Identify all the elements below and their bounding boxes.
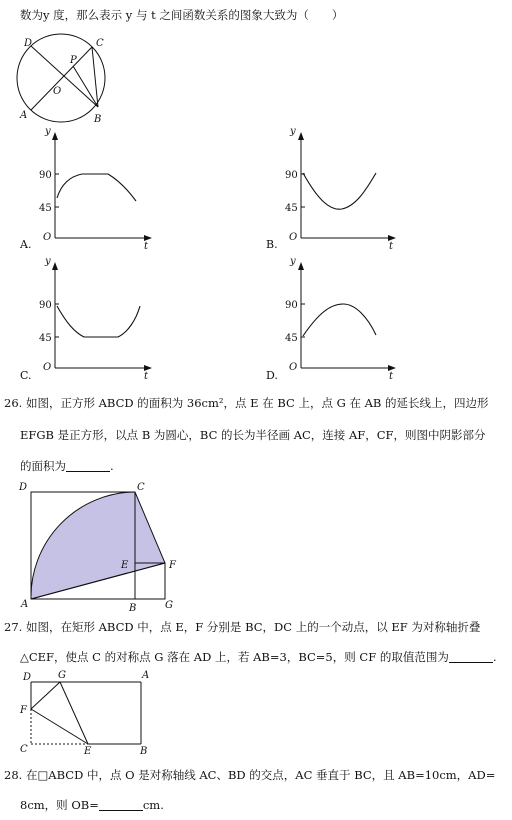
option-b-letter: B. [266, 238, 278, 251]
option-a-x-label: t [144, 241, 149, 252]
q26-line3-text: 的面积为 [20, 459, 66, 473]
option-b-origin: O [289, 232, 298, 243]
q26-text-line1: 26. 如图，正方形 ABCD 的面积为 36cm²，点 E 在 BC 上，点 G 在 AB 的延长线上，四边形 [4, 396, 489, 410]
circle-label-D: D [24, 38, 33, 49]
circle-label-O: O [53, 86, 62, 97]
q28-line2-end: cm. [142, 798, 164, 812]
q26-label-G: G [165, 600, 173, 611]
option-c-tick-45: 45 [39, 333, 52, 344]
option-a-letter: A. [20, 238, 32, 251]
q26-label-A: A [21, 599, 29, 610]
option-b-tick-45: 45 [285, 203, 298, 214]
q26-text-line3 [20, 459, 114, 473]
option-d-letter: D. [266, 369, 278, 382]
q27-text-line2 [20, 650, 496, 664]
q27-label-C: C [20, 744, 28, 755]
option-c-y-label: y [45, 256, 51, 267]
q27-figure [19, 670, 149, 757]
option-c-x-label: t [144, 371, 149, 382]
option-d-x-label: t [389, 371, 394, 382]
q27-line2-end: . [492, 650, 497, 664]
option-d-graph [266, 256, 396, 382]
option-a-origin: O [43, 232, 52, 243]
q28-text-line2 [20, 798, 164, 812]
option-a-tick-45: 45 [39, 203, 52, 214]
q27-label-B: B [140, 746, 148, 757]
q27-label-G: G [58, 670, 66, 681]
q27-answer-blank[interactable] [449, 651, 493, 663]
q26-label-C: C [137, 482, 145, 493]
q28-line2-text: 8cm，则 OB= [20, 798, 99, 812]
option-b-y-label: y [290, 126, 296, 137]
q26-label-D: D [19, 482, 28, 493]
q25-intro-text: 数为y 度，那么表示 y 与 t 之间函数关系的图象大致为（ ） [20, 8, 344, 22]
option-d-origin: O [289, 362, 298, 373]
q26-text-line2: EFGB 是正方形，以点 B 为圆心，BC 的长为半径画 AC，连接 AF，CF，则图中阴影部分 [20, 428, 486, 442]
q26-figure [18, 482, 177, 614]
q28-text-line1: 28. 在□ABCD 中，点 O 是对称轴线 AC、BD 的交点，AC 垂直于 BC，且 AB=10cm，AD= [4, 768, 496, 782]
circle-label-C: C [96, 38, 104, 49]
q26-line3-end: . [110, 459, 114, 473]
option-c-letter: C. [20, 369, 32, 382]
q27-label-F: F [20, 705, 27, 716]
option-a-y-label: y [45, 126, 51, 137]
q28-answer-blank[interactable] [99, 799, 143, 811]
option-c-graph [20, 256, 152, 382]
option-a-tick-90: 90 [39, 170, 52, 181]
q26-label-F: F [169, 560, 176, 571]
option-b-x-label: t [389, 241, 394, 252]
q26-label-E: E [121, 560, 129, 571]
option-b-tick-90: 90 [285, 170, 298, 181]
q27-text-line1: 27. 如图，在矩形 ABCD 中，点 E，F 分别是 BC，DC 上的一个动点，以 EF 为对称轴折叠 [4, 620, 481, 634]
option-b-graph [266, 126, 396, 252]
q27-label-A: A [142, 670, 150, 681]
q25-circle-figure [17, 34, 105, 125]
q27-label-D: D [23, 672, 32, 683]
circle-label-A: A [20, 110, 28, 121]
q27-line2-text: △CEF，使点 C 的对称点 G 落在 AD 上，若 AB=3，BC=5，则 CF 的取值范围为 [20, 650, 449, 664]
option-a-graph [19, 126, 152, 252]
circle-label-P: P [70, 55, 77, 66]
option-c-tick-90: 90 [39, 300, 52, 311]
circle-label-B: B [94, 114, 102, 125]
option-c-origin: O [43, 362, 52, 373]
q26-answer-blank[interactable] [66, 460, 110, 472]
option-d-y-label: y [290, 256, 296, 267]
q27-label-E: E [84, 746, 92, 757]
option-d-tick-45: 45 [285, 333, 298, 344]
option-d-tick-90: 90 [285, 300, 298, 311]
q26-label-B: B [129, 603, 137, 614]
